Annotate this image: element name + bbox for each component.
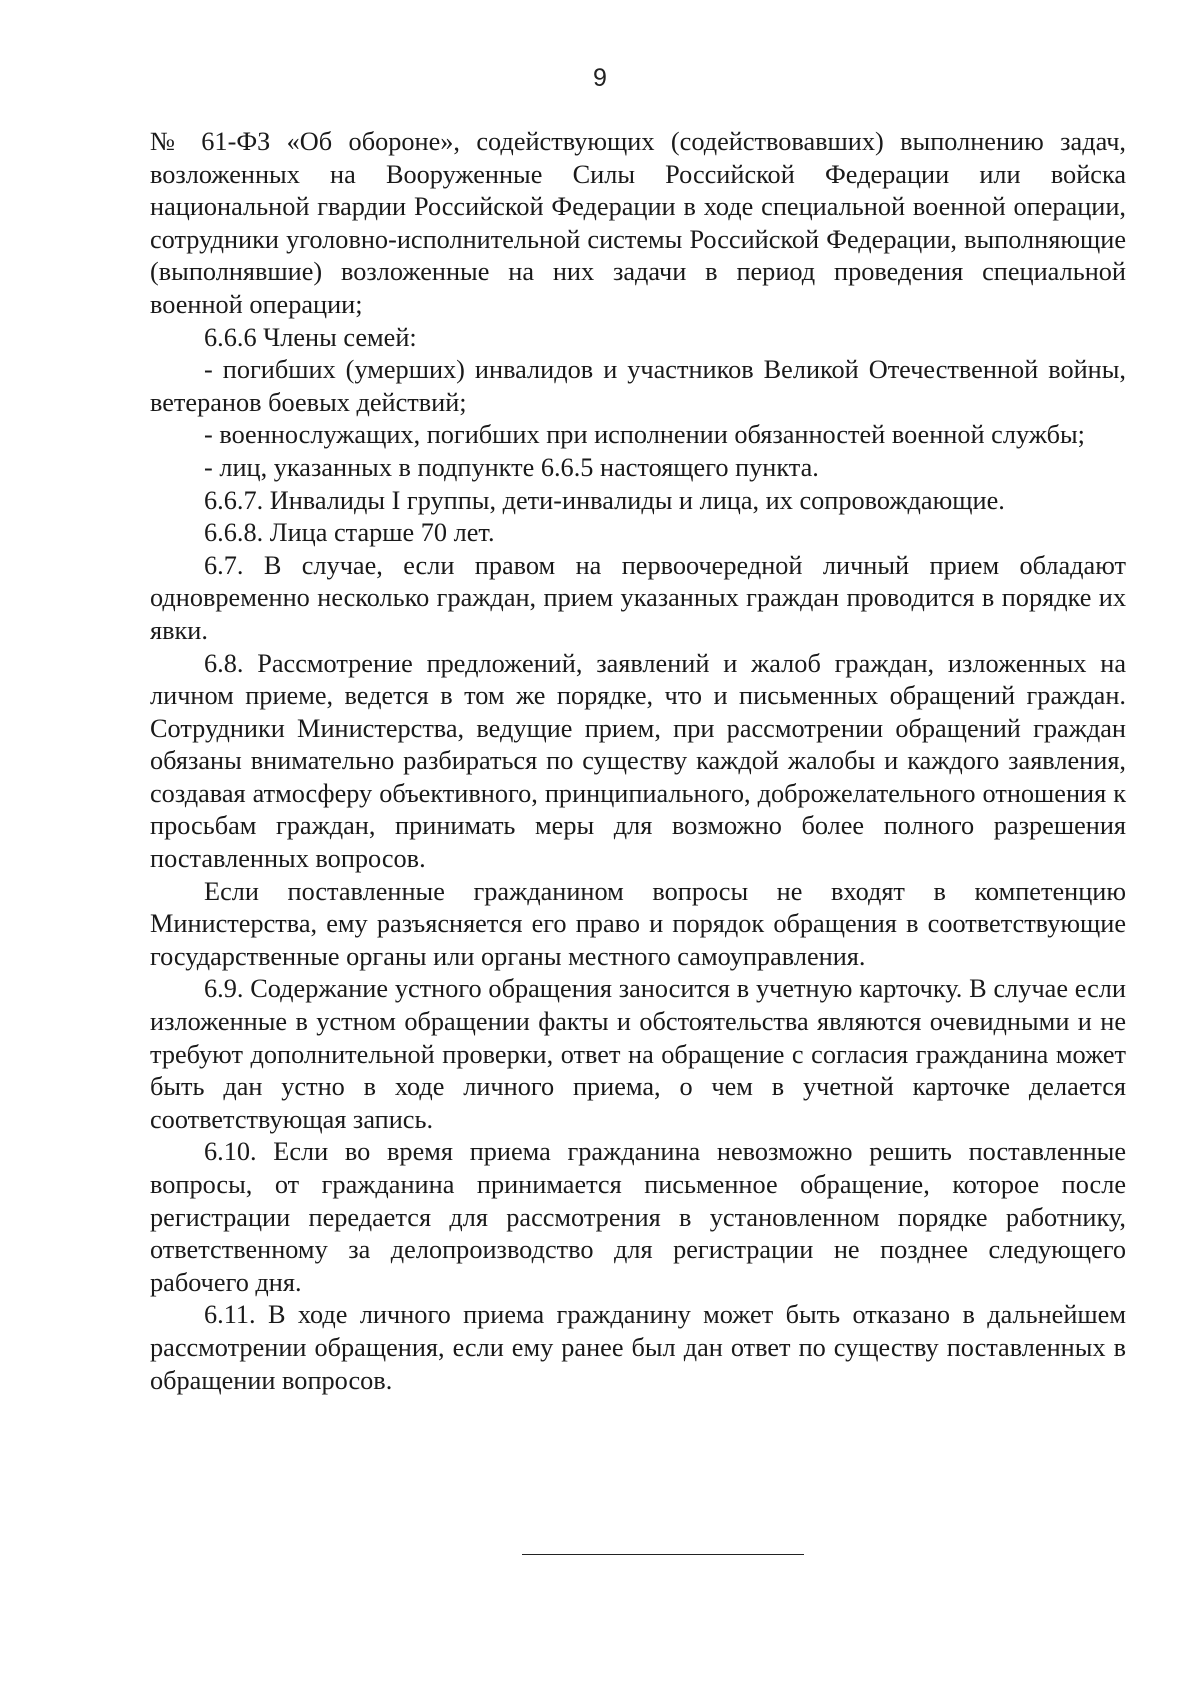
paragraph-6-11: 6.11. В ходе личного приема гражданину может быть отказано в дальнейшем рассмотрении обращения, если ему ранее был дан ответ по существу поставленных в обращении вопросов.	[150, 1300, 1126, 1395]
paragraph-6-7: 6.7. В случае, если правом на первоочередной личный прием обладают одновременно несколько граждан, прием указанных граждан проводится в порядке их явки.	[150, 550, 1126, 645]
paragraph-6-9: 6.9. Содержание устного обращения заносится в учетную карточку. В случае если изложенные в устном обращении факты и обстоятельства являются очевидными и не требуют дополнительной проверки, ответ на обращение с согласия гражданина может быть дан устно в ходе личного приема, о чем в учетной карточке делается соответствующая запись.	[150, 974, 1126, 1134]
paragraph-6-6-8: 6.6.8. Лица старше 70 лет.	[204, 518, 495, 548]
paragraph-6-6-6: 6.6.6 Члены семей:	[204, 322, 417, 352]
end-of-document-rule	[522, 1554, 804, 1555]
paragraph-continuation: № 61-ФЗ «Об обороне», содействующих (содействовавших) выполнению задач, возложенных на Вооруженные Силы Российской Федерации или войска национальной гвардии Российской Федерации в ходе специальной военной операции, сотрудники уголовно-исполнительной системы Российской Федерации, выполняющие (выполнявшие) возложенные на них задачи в период проведения специальной военной операции;	[150, 127, 1126, 319]
paragraph-6-10: 6.10. Если во время приема гражданина невозможно решить поставленные вопросы, от гражданина принимается письменное обращение, которое после регистрации передается для рассмотрения в установленном порядке работнику, ответственному за делопроизводство для регистрации не позднее следующего рабочего дня.	[150, 1137, 1126, 1297]
body-text	[150, 126, 1126, 1397]
paragraph-6-6-7: 6.6.7. Инвалиды I группы, дети-инвалиды и лица, их сопровождающие.	[204, 485, 1005, 515]
page-number: 9	[593, 64, 607, 92]
list-item-families-of-veterans: - погибших (умерших) инвалидов и участников Великой Отечественной войны, ветеранов боевых действий;	[150, 355, 1126, 417]
paragraph-competence: Если поставленные гражданином вопросы не входят в компетенцию Министерства, ему разъясняется его право и порядок обращения в соответствующие государственные органы или органы местного самоуправления.	[150, 876, 1126, 971]
list-item-persons-6-6-5: - лиц, указанных в подпункте 6.6.5 настоящего пункта.	[204, 452, 819, 482]
list-item-families-of-servicemen: - военнослужащих, погибших при исполнении обязанностей военной службы;	[204, 420, 1085, 450]
paragraph-6-8: 6.8. Рассмотрение предложений, заявлений и жалоб граждан, изложенных на личном приеме, ведется в том же порядке, что и письменных обращений граждан. Сотрудники Министерства, ведущие прием, при рассмотрении обращений граждан обязаны внимательно разбираться по существу каждой жалобы и каждого заявления, создавая атмосферу объективного, принципиального, доброжелательного отношения к просьбам граждан, принимать меры для возможно более полного разрешения поставленных вопросов.	[150, 648, 1126, 874]
